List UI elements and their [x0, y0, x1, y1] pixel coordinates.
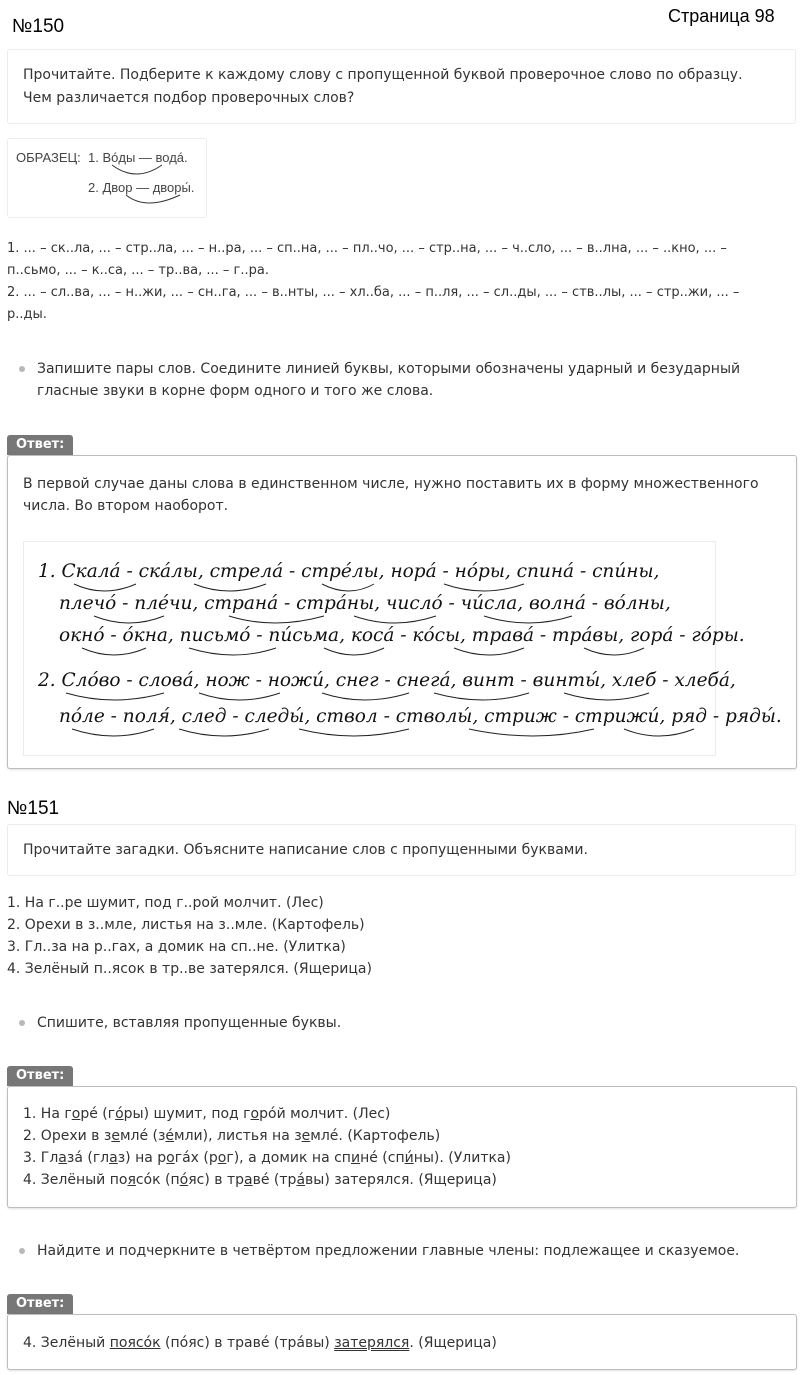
word-list-line: 1. ... – ск..ла, ... – стр..ла, ... – н..ра, ... – сп..на, ... – пл..чо, ... – стр..на, ... – ч..сло, ... – в..лна, ... – ..кно, ... – [7, 241, 727, 256]
answer-line: 4. Зелёный поясóк (пóяс) в травé (трáвы) затерялся. (Ящерица) [23, 1335, 497, 1351]
subject: поясóк [109, 1335, 161, 1351]
bullet-dot [19, 366, 25, 372]
bullet-text: гласные звуки в корне форм одного и того же слова. [37, 383, 434, 399]
bullet-instruction [7, 358, 787, 402]
handwritten-line: пóле - поля́, след - следы́, ствол - стволы́, стриж - стрижи́, ряд - ряды́. [59, 706, 782, 727]
sample-arcs [8, 139, 208, 219]
answer-tag: Ответ: [7, 1066, 73, 1086]
sample-prefix: ОБРАЗЕЦ: [16, 150, 81, 165]
word-list-line: п..сьмо, ... – к..са, ... – тр..ва, ... – г..ра. [7, 263, 270, 278]
predicate: затерялся [334, 1335, 410, 1351]
handwritten-arcs [24, 542, 717, 757]
handwritten-line: 2. Слóво - словá, нож - ножи́, снег - снегá, винт - винты́, хлеб - хлебá, [38, 670, 736, 691]
task-number-150: №150 [12, 16, 65, 37]
sample-line-2: 2. Двор — дворы́. [88, 180, 195, 195]
answer-text: числа. Во втором наоборот. [23, 498, 229, 514]
riddle: 4. Зелёный п..ясок в тр..ве затерялся. (Ящерица) [7, 961, 372, 977]
answer-box-151-a [7, 1086, 797, 1208]
task-number-151: №151 [7, 798, 60, 819]
instruction-line: Чем различается подбор проверочных слов? [23, 90, 355, 106]
handwritten-line: окнó - óкна, письмó - пи́сьма, косá - кóсы, травá - трáвы, горá - гóры. [59, 625, 745, 646]
bullet-instruction [7, 1240, 797, 1262]
riddle: 3. Гл..за на р..гах, а домик на сп..не. (Улитка) [7, 939, 346, 955]
sample-line-1: 1. Вóды — водá. [88, 150, 188, 165]
riddle: 2. Орехи в з..мле, листья на з..мле. (Картофель) [7, 917, 365, 933]
bullet-instruction [7, 1012, 787, 1034]
handwritten-line: 1. Скалá - скáлы, стрелá - стрéлы, норá - нóры, спинá - спи́ны, [38, 561, 660, 582]
bullet-text: Спишите, вставляя пропущенные буквы. [37, 1015, 342, 1031]
word-list [7, 238, 797, 326]
sample-box [7, 138, 207, 218]
answer-box-151-b [7, 1314, 797, 1370]
word-list-line: 2. ... – сл..ва, ... – н..жи, ... – сн..га, ... – в..нты, ... – хл..ба, ... – п..ля, ... – сл..ды, ... – ств..лы, ... – стр..жи, ... – [7, 285, 740, 300]
answer-box-150 [7, 455, 797, 769]
bullet-dot [19, 1248, 25, 1254]
task-150-instruction [7, 49, 796, 124]
word-list-line: р..ды. [7, 307, 47, 322]
bullet-text: Запишите пары слов. Соедините линией буквы, которыми обозначены ударный и безударный [37, 361, 741, 377]
answer-text: В первой случае даны слова в единственном числе, нужно поставить их в форму множественного [23, 476, 759, 492]
bullet-dot [19, 1020, 25, 1026]
riddle: 1. На г..ре шумит, под г..рой молчит. (Лес) [7, 895, 324, 911]
riddle-list [7, 892, 797, 980]
instruction-line: Прочитайте. Подберите к каждому слову с пропущенной буквой проверочное слово по образцу. [23, 67, 743, 83]
answer-tag: Ответ: [7, 1294, 73, 1314]
answer-line: 3. Глазá (глаз) на рогáх (рог), а домик на спинé (спи́ны). (Улитка) [23, 1150, 511, 1166]
answer-line: 4. Зелёный поясóк (пóяс) в травé (трáвы) затерялся. (Ящерица) [23, 1172, 497, 1188]
answer-line: 2. Орехи в землé (зéмли), листья на землé. (Картофель) [23, 1128, 441, 1144]
page-label: Страница 98 [668, 6, 775, 26]
answer-line: 1. На горé (гóры) шумит, под горóй молчит. (Лес) [23, 1106, 391, 1122]
bullet-text: Найдите и подчеркните в четвёртом предложении главные члены: подлежащее и сказуемое. [37, 1243, 740, 1259]
task-151-instruction [7, 824, 796, 876]
answer-tag: Ответ: [7, 435, 73, 455]
handwritten-answer [23, 541, 782, 756]
instruction-line: Прочитайте загадки. Объясните написание слов с пропущенными буквами. [23, 842, 588, 858]
handwritten-line: плечó - плéчи, странá - стрáны, числó - чи́сла, волнá - вóлны, [59, 593, 671, 614]
